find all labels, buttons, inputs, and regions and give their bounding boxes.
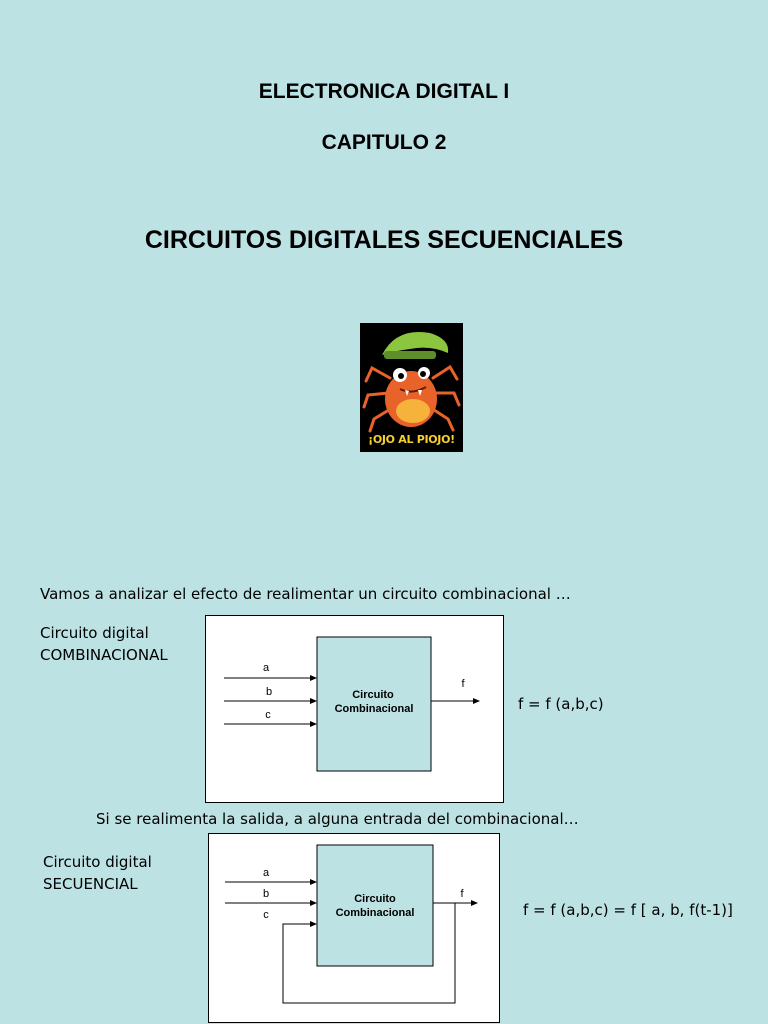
sequential-label — [43, 851, 152, 895]
sequential-equation: f = f (a,b,c) = f [ a, b, f(t-1)] — [523, 901, 733, 919]
mascot-caption: ¡OJO AL PIOJO! — [368, 433, 455, 446]
feedback-text: Si se realimenta la salida, a alguna entrada del combinacional… — [96, 810, 579, 828]
seq-input-a-label: a — [262, 867, 270, 879]
input-c-label: c — [265, 709, 271, 721]
block-label-line1: Circuito — [352, 689, 394, 701]
combinational-label — [40, 622, 168, 666]
combinational-label-line2: COMBINACIONAL — [40, 646, 168, 664]
seq-input-c-label: c — [263, 909, 269, 921]
chapter-title: CAPITULO 2 — [321, 131, 447, 154]
input-b-label: b — [265, 686, 273, 698]
output-f-label: f — [461, 678, 465, 690]
sequential-label-line2: SECUENCIAL — [43, 875, 138, 893]
input-a-label: a — [262, 662, 270, 674]
seq-output-f-label: f — [460, 888, 464, 900]
sequential-block — [317, 845, 433, 966]
seq-input-b-label: b — [262, 888, 270, 900]
combinational-equation: f = f (a,b,c) — [518, 695, 604, 713]
sequential-label-line1: Circuito digital — [43, 853, 152, 871]
intro-text: Vamos a analizar el efecto de realimentar un circuito combinacional … — [40, 585, 571, 603]
seq-block-label-line2: Combinacional — [335, 907, 415, 919]
seq-block-label-line1: Circuito — [354, 893, 396, 905]
combinational-label-line1: Circuito digital — [40, 624, 149, 642]
slide-title: CIRCUITOS DIGITALES SECUENCIALES — [144, 226, 624, 254]
block-label-line2: Combinacional — [334, 703, 414, 715]
sequential-diagram — [208, 833, 500, 1023]
mascot-image — [360, 323, 463, 452]
course-title: ELECTRONICA DIGITAL I — [258, 80, 510, 103]
combinational-diagram — [205, 615, 504, 803]
